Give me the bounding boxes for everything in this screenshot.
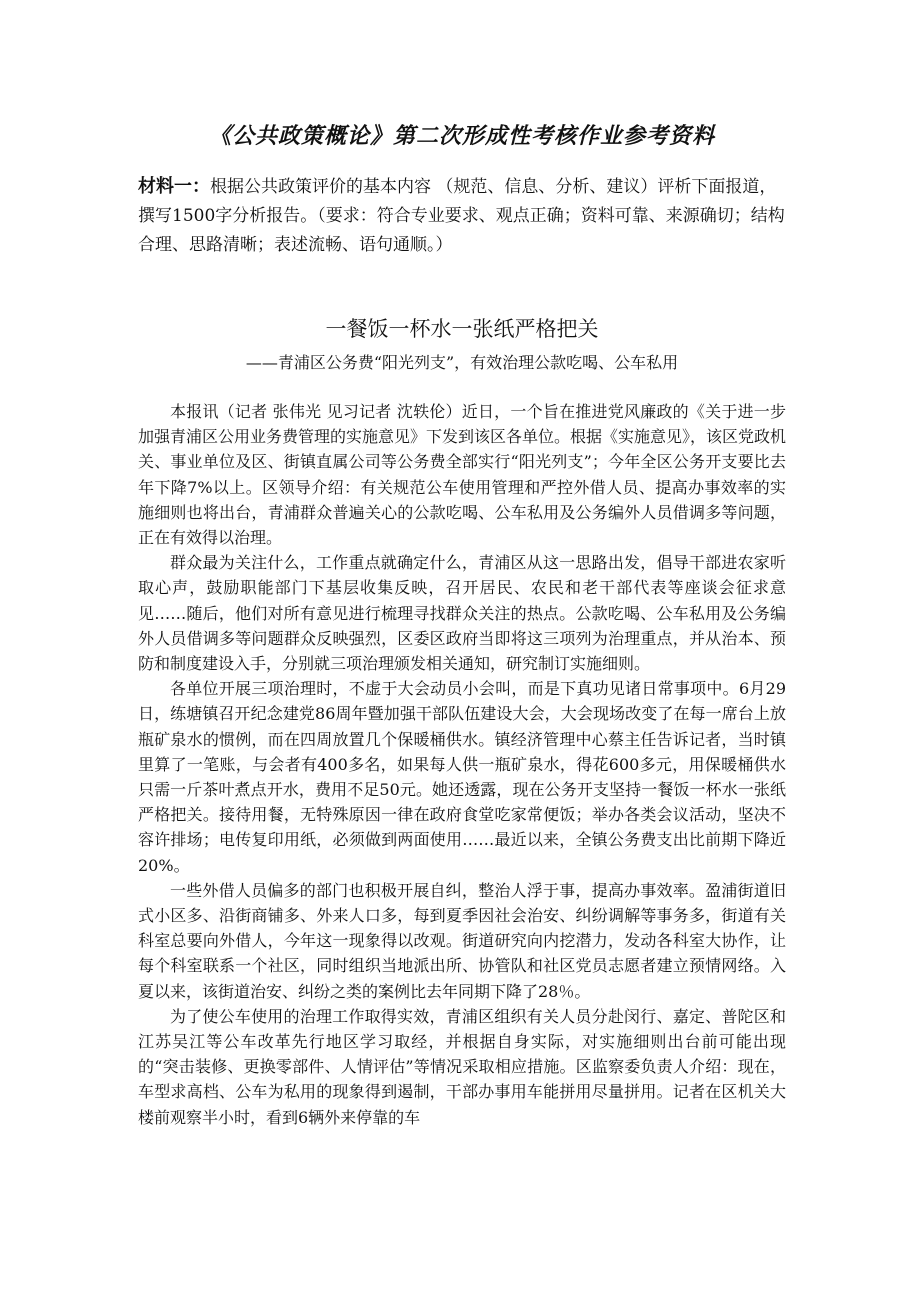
- article-title: 一餐饭一杯水一张纸严格把关: [325, 317, 599, 341]
- material-text: 根据公共政策评价的基本内容 （规范、信息、分析、建议）评析下面报道，撰写1500字分析报告。（要求：符合专业要求、观点正确；资料可靠、来源确切；结构合理、思路清晰；表述流畅、语句通顺。）: [138, 177, 785, 255]
- article-paragraph: 一些外借人员偏多的部门也积极开展自纠，整治人浮于事，提高办事效率。盈浦街道旧式小区多、沿街商铺多、外来人口多，每到夏季因社会治安、纠纷调解等事务多，街道有关科室总要向外借人，今年这一现象得以改观。街道研究向内挖潜力，发动各科室大协作，让每个科室联系一个社区，同时组织当地派出所、协管队和社区党员志愿者建立预情网络。入夏以来，该街道治安、纠纷之类的案例比去年同期下降了28％。: [138, 880, 786, 1001]
- material-prompt: [138, 172, 786, 260]
- material-label: 材料一：: [138, 176, 210, 197]
- article-subtitle: ——青浦区公务费“阳光列支”，有效治理公款吃喝、公车私用: [245, 353, 679, 372]
- document-title: 《公共政策概论》第二次形成性考核作业参考资料: [208, 123, 715, 149]
- article-paragraph: 各单位开展三项治理时，不虚于大会动员小会叫，而是下真功见诸日常事项中。6月29日，练塘镇召开纪念建党86周年暨加强干部队伍建设大会，大会现场改变了在每一席台上放瓶矿泉水的惯例，而在四周放置几个保暖桶供水。镇经济管理中心蔡主任告诉记者，当时镇里算了一笔账，与会者有400多名，如果每人供一瓶矿泉水，得花600多元，用保暖桶供水只需一斤茶叶煮点开水，费用不足50元。她还透露，现在公务开支坚持一餐饭一杯水一张纸严格把关。接待用餐，无特殊原因一律在政府食堂吃家常便饭；举办各类会议活动，坚决不容许排场；电传复印用纸，必须做到两面使用……最近以来，全镇公务费支出比前期下降近20%。: [138, 679, 786, 875]
- article-paragraph: 群众最为关注什么，工作重点就确定什么，青浦区从这一思路出发，倡导干部进农家听取心声，鼓励职能部门下基层收集反映，召开居民、农民和老干部代表等座谈会征求意见……随后，他们对所有意见进行梳理寻找群众关注的热点。公款吃喝、公车私用及公务编外人员借调多等问题群众反映强烈，区委区政府当即将这三项列为治理重点，并从治本、预防和制度建设入手，分别就三项治理颁发相关通知，研究制订实施细则。: [138, 553, 786, 674]
- article-paragraph: 为了使公车使用的治理工作取得实效，青浦区组织有关人员分赴闵行、嘉定、普陀区和江苏吴江等公车改革先行地区学习取经，并根据自身实际，对实施细则出台前可能出现的“突击装修、更换零部件、人情评估”等情况采取相应措施。区监察委负责人介绍：现在，车型求高档、公车为私用的现象得到遏制，干部办事用车能拼用尽量拼用。记者在区机关大楼前观察半小时，看到6辆外来停靠的车: [138, 1006, 786, 1127]
- article-body: [138, 399, 786, 1130]
- article-paragraph: 本报讯（记者 张伟光 见习记者 沈轶伦）近日，一个旨在推进党风廉政的《关于进一步加强青浦区公用业务费管理的实施意见》下发到该区各单位。根据《实施意见》，该区党政机关、事业单位及区、街镇直属公司等公务费全部实行“阳光列支”；今年全区公务开支要比去年下降7%以上。区领导介绍：有关规范公车使用管理和严控外借人员、提高办事效率的实施细则也将出台，青浦群众普遍关心的公款吃喝、公车私用及公务编外人员借调多等问题，正在有效得以治理。: [138, 402, 787, 548]
